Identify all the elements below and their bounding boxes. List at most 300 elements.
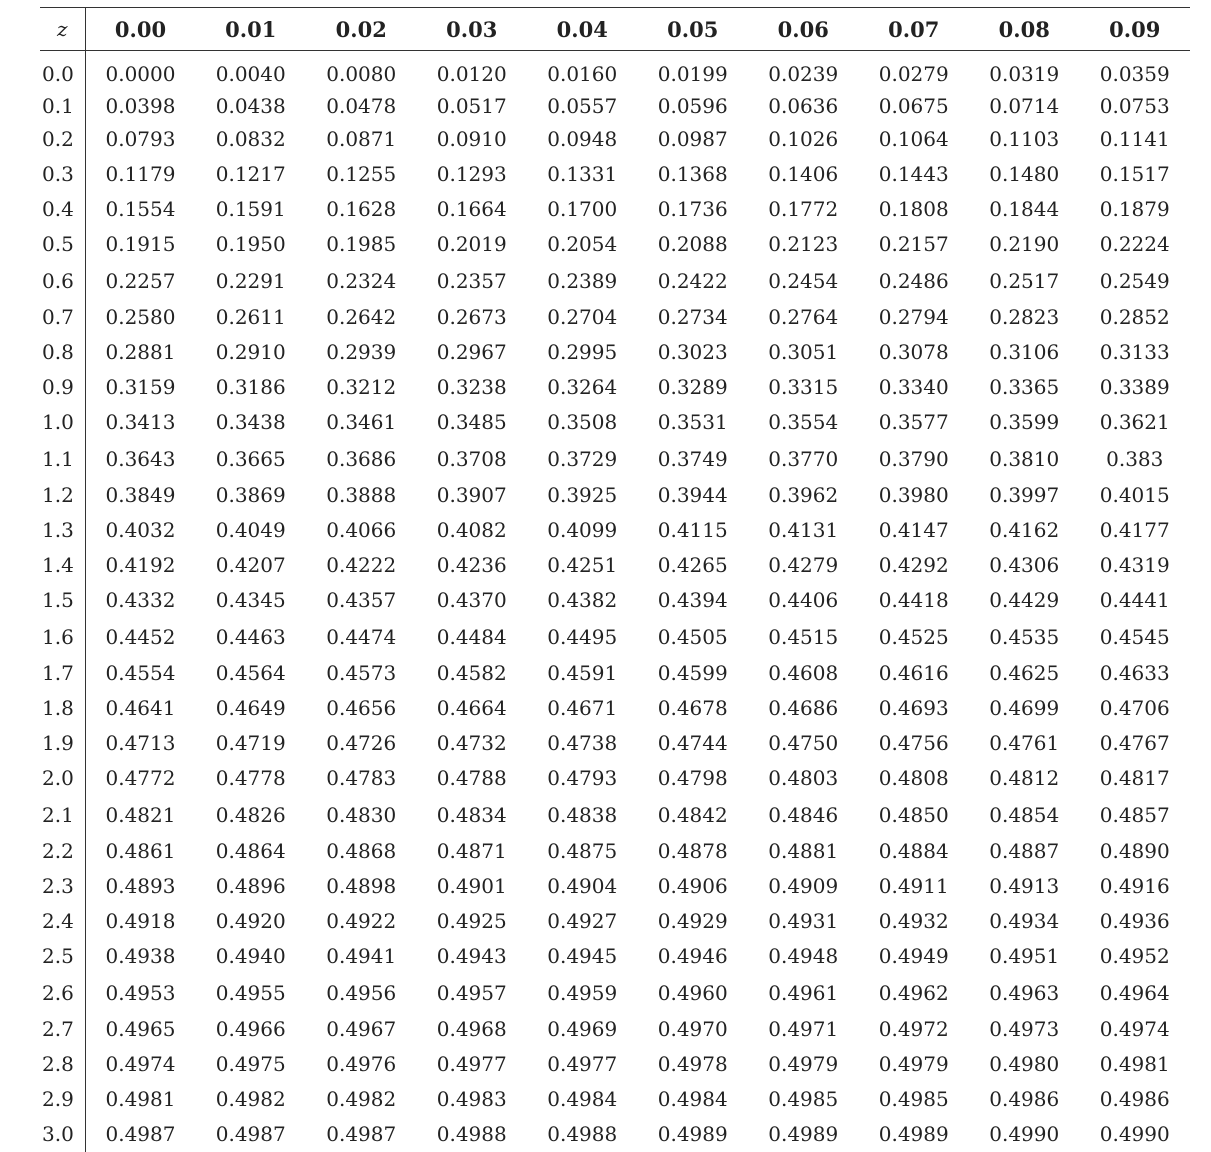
probability-cell: 0.4821 <box>105 802 176 827</box>
probability-cell: 0.2157 <box>878 232 949 256</box>
probability-cell: 0.3159 <box>105 375 176 399</box>
probability-cell: 0.0832 <box>215 127 286 151</box>
table-row <box>40 834 1190 869</box>
probability-cell: 0.4920 <box>215 909 286 933</box>
probability-cell: 0.3485 <box>436 410 507 434</box>
probability-cell: 0.4896 <box>215 874 286 898</box>
probability-cell: 0.2967 <box>436 340 507 364</box>
probability-cell: 0.4972 <box>878 1017 949 1041</box>
probability-cell: 0.0319 <box>989 61 1060 86</box>
probability-cell: 0.4279 <box>768 553 839 577</box>
probability-cell: 0.3554 <box>768 410 839 434</box>
table-row <box>40 192 1190 227</box>
probability-cell: 0.4974 <box>105 1052 176 1076</box>
probability-cell: 0.4884 <box>878 839 949 863</box>
probability-cell: 0.2642 <box>326 305 397 329</box>
probability-cell: 0.4977 <box>547 1052 618 1076</box>
probability-cell: 0.1179 <box>105 162 176 186</box>
probability-cell: 0.4345 <box>215 588 286 612</box>
column-header: 0.02 <box>306 8 417 51</box>
probability-cell: 0.3023 <box>657 340 728 364</box>
probability-cell: 0.2823 <box>989 305 1060 329</box>
probability-cell: 0.4251 <box>547 553 618 577</box>
probability-cell: 0.4927 <box>547 909 618 933</box>
probability-cell: 0.4452 <box>105 624 176 649</box>
probability-cell: 0.4778 <box>215 766 286 790</box>
z-value-cell: 0.4 <box>40 192 85 227</box>
probability-cell: 0.4830 <box>326 802 397 827</box>
z-value-cell: 2.4 <box>40 904 85 939</box>
probability-cell: 0.3869 <box>215 483 286 507</box>
z-value-cell: 0.3 <box>40 157 85 192</box>
probability-cell: 0.4984 <box>547 1087 618 1111</box>
probability-cell: 0.4115 <box>657 518 728 542</box>
probability-cell: 0.1331 <box>547 162 618 186</box>
probability-cell: 0.1554 <box>105 197 176 221</box>
probability-cell: 0.4788 <box>436 766 507 790</box>
table-header <box>40 8 1190 51</box>
probability-cell: 0.4066 <box>326 518 397 542</box>
probability-cell: 0.4573 <box>326 661 397 685</box>
probability-cell: 0.4633 <box>1099 661 1170 685</box>
probability-cell: 0.1628 <box>326 197 397 221</box>
probability-cell: 0.4761 <box>989 731 1060 755</box>
probability-cell: 0.4989 <box>657 1122 728 1146</box>
probability-cell: 0.3997 <box>989 483 1060 507</box>
probability-cell: 0.0596 <box>657 94 728 118</box>
z-value-cell: 2.5 <box>40 939 85 974</box>
probability-cell: 0.0714 <box>989 94 1060 118</box>
probability-cell: 0.4949 <box>878 944 949 968</box>
probability-cell: 0.1255 <box>326 162 397 186</box>
probability-cell: 0.3621 <box>1099 410 1170 434</box>
probability-cell: 0.4871 <box>436 839 507 863</box>
probability-cell: 0.4678 <box>657 696 728 720</box>
table-row <box>40 370 1190 405</box>
probability-cell: 0.3051 <box>768 340 839 364</box>
probability-cell: 0.4934 <box>989 909 1060 933</box>
probability-cell: 0.4916 <box>1099 874 1170 898</box>
probability-cell: 0.4959 <box>547 980 618 1005</box>
probability-cell: 0.4505 <box>657 624 728 649</box>
z-value-cell: 1.6 <box>40 618 85 656</box>
table-row <box>40 51 1190 91</box>
probability-cell: 0.4817 <box>1099 766 1170 790</box>
probability-cell: 0.4418 <box>878 588 949 612</box>
probability-cell: 0.2580 <box>105 305 176 329</box>
probability-cell: 0.4808 <box>878 766 949 790</box>
probability-cell: 0.4826 <box>215 802 286 827</box>
probability-cell: 0.4192 <box>105 553 176 577</box>
probability-cell: 0.1700 <box>547 197 618 221</box>
probability-cell: 0.1591 <box>215 197 286 221</box>
probability-cell: 0.2852 <box>1099 305 1170 329</box>
probability-cell: 0.4974 <box>1099 1017 1170 1041</box>
probability-cell: 0.3264 <box>547 375 618 399</box>
probability-cell: 0.4936 <box>1099 909 1170 933</box>
probability-cell: 0.4940 <box>215 944 286 968</box>
probability-cell: 0.4973 <box>989 1017 1060 1041</box>
probability-cell: 0.3106 <box>989 340 1060 364</box>
probability-cell: 0.4719 <box>215 731 286 755</box>
probability-cell: 0.4656 <box>326 696 397 720</box>
z-value-cell: 2.7 <box>40 1012 85 1047</box>
probability-cell: 0.4956 <box>326 980 397 1005</box>
probability-cell: 0.2291 <box>215 268 286 293</box>
probability-cell: 0.4986 <box>989 1087 1060 1111</box>
probability-cell: 0.2224 <box>1099 232 1170 256</box>
probability-cell: 0.4868 <box>326 839 397 863</box>
probability-cell: 0.4857 <box>1099 802 1170 827</box>
probability-cell: 0.4989 <box>768 1122 839 1146</box>
probability-cell: 0.4649 <box>215 696 286 720</box>
table-row <box>40 1117 1190 1152</box>
z-value-cell: 0.7 <box>40 300 85 335</box>
table-row <box>40 300 1190 335</box>
probability-cell: 0.1406 <box>768 162 839 186</box>
probability-cell: 0.4988 <box>547 1122 618 1146</box>
z-value-cell: 1.1 <box>40 440 85 478</box>
probability-cell: 0.4641 <box>105 696 176 720</box>
probability-cell: 0.3980 <box>878 483 949 507</box>
probability-cell: 0.4332 <box>105 588 176 612</box>
probability-cell: 0.4495 <box>547 624 618 649</box>
probability-cell: 0.4890 <box>1099 839 1170 863</box>
probability-cell: 0.1808 <box>878 197 949 221</box>
z-value-cell: 1.4 <box>40 548 85 583</box>
probability-cell: 0.2673 <box>436 305 507 329</box>
probability-cell: 0.4554 <box>105 661 176 685</box>
probability-cell: 0.3577 <box>878 410 949 434</box>
probability-cell: 0.1141 <box>1099 127 1170 151</box>
probability-cell: 0.4767 <box>1099 731 1170 755</box>
probability-cell: 0.2019 <box>436 232 507 256</box>
z-value-cell: 0.1 <box>40 91 85 122</box>
probability-cell: 0.2422 <box>657 268 728 293</box>
z-value-cell: 1.9 <box>40 726 85 761</box>
probability-cell: 0.4382 <box>547 588 618 612</box>
probability-cell: 0.4131 <box>768 518 839 542</box>
table-row <box>40 513 1190 548</box>
z-value-cell: 0.2 <box>40 122 85 157</box>
column-header: 0.04 <box>527 8 638 51</box>
z-value-cell: 2.2 <box>40 834 85 869</box>
probability-cell: 0.4861 <box>105 839 176 863</box>
probability-cell: 0.1480 <box>989 162 1060 186</box>
probability-cell: 0.4980 <box>989 1052 1060 1076</box>
probability-cell: 0.4429 <box>989 588 1060 612</box>
probability-cell: 0.1879 <box>1099 197 1170 221</box>
probability-cell: 0.3289 <box>657 375 728 399</box>
z-value-cell: 1.2 <box>40 478 85 513</box>
probability-cell: 0.3790 <box>878 446 949 471</box>
probability-cell: 0.4738 <box>547 731 618 755</box>
probability-cell: 0.4525 <box>878 624 949 649</box>
probability-cell: 0.4968 <box>436 1017 507 1041</box>
table-row <box>40 869 1190 904</box>
probability-cell: 0.4955 <box>215 980 286 1005</box>
probability-cell: 0.1443 <box>878 162 949 186</box>
probability-cell: 0.4952 <box>1099 944 1170 968</box>
probability-cell: 0.4962 <box>878 980 949 1005</box>
column-header: 0.08 <box>969 8 1080 51</box>
probability-cell: 0.4922 <box>326 909 397 933</box>
probability-cell: 0.4750 <box>768 731 839 755</box>
probability-cell: 0.2123 <box>768 232 839 256</box>
probability-cell: 0.3389 <box>1099 375 1170 399</box>
probability-cell: 0.3810 <box>989 446 1060 471</box>
probability-cell: 0.4988 <box>436 1122 507 1146</box>
probability-cell: 0.4686 <box>768 696 839 720</box>
column-header: 0.01 <box>196 8 307 51</box>
probability-cell: 0.0871 <box>326 127 397 151</box>
probability-cell: 0.4783 <box>326 766 397 790</box>
probability-cell: 0.4319 <box>1099 553 1170 577</box>
table-row <box>40 91 1190 122</box>
probability-cell: 0.4515 <box>768 624 839 649</box>
probability-cell: 0.4222 <box>326 553 397 577</box>
probability-cell: 0.3888 <box>326 483 397 507</box>
probability-cell: 0.4969 <box>547 1017 618 1041</box>
table-row <box>40 726 1190 761</box>
probability-cell: 0.4265 <box>657 553 728 577</box>
probability-cell: 0.4608 <box>768 661 839 685</box>
probability-cell: 0.2939 <box>326 340 397 364</box>
probability-cell: 0.0987 <box>657 127 728 151</box>
z-value-cell: 2.9 <box>40 1082 85 1117</box>
z-column-header: z <box>40 8 85 51</box>
probability-cell: 0.4932 <box>878 909 949 933</box>
probability-cell: 0.1368 <box>657 162 728 186</box>
probability-cell: 0.4989 <box>878 1122 949 1146</box>
probability-cell: 0.4394 <box>657 588 728 612</box>
probability-cell: 0.2517 <box>989 268 1060 293</box>
probability-cell: 0.4564 <box>215 661 286 685</box>
probability-cell: 0.0199 <box>657 61 728 86</box>
probability-cell: 0.4906 <box>657 874 728 898</box>
probability-cell: 0.4854 <box>989 802 1060 827</box>
probability-cell: 0.3599 <box>989 410 1060 434</box>
table-row <box>40 656 1190 691</box>
probability-cell: 0.4049 <box>215 518 286 542</box>
probability-cell: 0.4864 <box>215 839 286 863</box>
table-row <box>40 583 1190 618</box>
probability-cell: 0.4803 <box>768 766 839 790</box>
probability-cell: 0.4484 <box>436 624 507 649</box>
probability-cell: 0.0478 <box>326 94 397 118</box>
probability-cell: 0.1103 <box>989 127 1060 151</box>
z-table <box>40 7 1190 1152</box>
probability-cell: 0.0120 <box>436 61 507 86</box>
probability-cell: 0.4976 <box>326 1052 397 1076</box>
probability-cell: 0.4706 <box>1099 696 1170 720</box>
probability-cell: 0.3186 <box>215 375 286 399</box>
probability-cell: 0.4474 <box>326 624 397 649</box>
probability-cell: 0.4893 <box>105 874 176 898</box>
z-value-cell: 0.5 <box>40 227 85 262</box>
probability-cell: 0.4671 <box>547 696 618 720</box>
table-body <box>40 51 1190 1152</box>
probability-cell: 0.4878 <box>657 839 728 863</box>
probability-cell: 0.3531 <box>657 410 728 434</box>
probability-cell: 0.2486 <box>878 268 949 293</box>
probability-cell: 0.2764 <box>768 305 839 329</box>
probability-cell: 0.4925 <box>436 909 507 933</box>
probability-cell: 0.2389 <box>547 268 618 293</box>
column-header: 0.00 <box>85 8 196 51</box>
probability-cell: 0.2611 <box>215 305 286 329</box>
table-row <box>40 1012 1190 1047</box>
probability-cell: 0.4793 <box>547 766 618 790</box>
table-row <box>40 548 1190 583</box>
probability-cell: 0.2881 <box>105 340 176 364</box>
probability-cell: 0.4983 <box>436 1087 507 1111</box>
probability-cell: 0.4664 <box>436 696 507 720</box>
probability-cell: 0.1985 <box>326 232 397 256</box>
probability-cell: 0.0636 <box>768 94 839 118</box>
probability-cell: 0.4756 <box>878 731 949 755</box>
probability-cell: 0.3508 <box>547 410 618 434</box>
probability-cell: 0.3365 <box>989 375 1060 399</box>
z-value-cell: 3.0 <box>40 1117 85 1152</box>
probability-cell: 0.3749 <box>657 446 728 471</box>
probability-cell: 0.4772 <box>105 766 176 790</box>
probability-cell: 0.4616 <box>878 661 949 685</box>
probability-cell: 0.2995 <box>547 340 618 364</box>
probability-cell: 0.4875 <box>547 839 618 863</box>
probability-cell: 0.4082 <box>436 518 507 542</box>
z-value-cell: 0.6 <box>40 262 85 300</box>
probability-cell: 0.4904 <box>547 874 618 898</box>
probability-cell: 0.3925 <box>547 483 618 507</box>
probability-cell: 0.4986 <box>1099 1087 1170 1111</box>
probability-cell: 0.4975 <box>215 1052 286 1076</box>
probability-cell: 0.4981 <box>105 1087 176 1111</box>
probability-cell: 0.4990 <box>1099 1122 1170 1146</box>
table-row <box>40 262 1190 300</box>
probability-cell: 0.4953 <box>105 980 176 1005</box>
probability-cell: 0.1064 <box>878 127 949 151</box>
probability-cell: 0.4965 <box>105 1017 176 1041</box>
probability-cell: 0.4032 <box>105 518 176 542</box>
probability-cell: 0.4015 <box>1099 483 1170 507</box>
z-value-cell: 2.1 <box>40 796 85 834</box>
probability-cell: 0.4987 <box>215 1122 286 1146</box>
column-header: 0.06 <box>748 8 859 51</box>
probability-cell: 0.0438 <box>215 94 286 118</box>
probability-cell: 0.4599 <box>657 661 728 685</box>
probability-cell: 0.3238 <box>436 375 507 399</box>
column-header: 0.07 <box>859 8 970 51</box>
probability-cell: 0.4909 <box>768 874 839 898</box>
probability-cell: 0.0948 <box>547 127 618 151</box>
probability-cell: 0.4177 <box>1099 518 1170 542</box>
probability-cell: 0.0279 <box>878 61 949 86</box>
probability-cell: 0.4985 <box>878 1087 949 1111</box>
probability-cell: 0.4699 <box>989 696 1060 720</box>
probability-cell: 0.3212 <box>326 375 397 399</box>
probability-cell: 0.4967 <box>326 1017 397 1041</box>
probability-cell: 0.1772 <box>768 197 839 221</box>
probability-cell: 0.0910 <box>436 127 507 151</box>
probability-cell: 0.0675 <box>878 94 949 118</box>
probability-cell: 0.4887 <box>989 839 1060 863</box>
probability-cell: 0.4941 <box>326 944 397 968</box>
header-row <box>40 8 1190 51</box>
probability-cell: 0.4625 <box>989 661 1060 685</box>
z-value-cell: 1.8 <box>40 691 85 726</box>
probability-cell: 0.3340 <box>878 375 949 399</box>
probability-cell: 0.4964 <box>1099 980 1170 1005</box>
probability-cell: 0.0557 <box>547 94 618 118</box>
probability-cell: 0.4945 <box>547 944 618 968</box>
probability-cell: 0.4960 <box>657 980 728 1005</box>
table-row <box>40 618 1190 656</box>
probability-cell: 0.3708 <box>436 446 507 471</box>
probability-cell: 0.3643 <box>105 446 176 471</box>
probability-cell: 0.1026 <box>768 127 839 151</box>
z-value-cell: 1.0 <box>40 405 85 440</box>
probability-cell: 0.1217 <box>215 162 286 186</box>
table-row <box>40 440 1190 478</box>
probability-cell: 0.3849 <box>105 483 176 507</box>
probability-cell: 0.0000 <box>105 61 176 86</box>
probability-cell: 0.4987 <box>326 1122 397 1146</box>
probability-cell: 0.1950 <box>215 232 286 256</box>
probability-cell: 0.3944 <box>657 483 728 507</box>
table-row <box>40 157 1190 192</box>
probability-cell: 0.4292 <box>878 553 949 577</box>
probability-cell: 0.4966 <box>215 1017 286 1041</box>
probability-cell: 0.1844 <box>989 197 1060 221</box>
probability-cell: 0.4979 <box>878 1052 949 1076</box>
table-row <box>40 335 1190 370</box>
probability-cell: 0.4982 <box>215 1087 286 1111</box>
probability-cell: 0.4147 <box>878 518 949 542</box>
probability-cell: 0.4898 <box>326 874 397 898</box>
probability-cell: 0.4463 <box>215 624 286 649</box>
probability-cell: 0.0080 <box>326 61 397 86</box>
probability-cell: 0.4306 <box>989 553 1060 577</box>
probability-cell: 0.4726 <box>326 731 397 755</box>
probability-cell: 0.4162 <box>989 518 1060 542</box>
probability-cell: 0.4970 <box>657 1017 728 1041</box>
probability-cell: 0.2324 <box>326 268 397 293</box>
z-value-cell: 2.8 <box>40 1047 85 1082</box>
probability-cell: 0.3461 <box>326 410 397 434</box>
probability-cell: 0.4744 <box>657 731 728 755</box>
probability-cell: 0.4812 <box>989 766 1060 790</box>
probability-cell: 0.4901 <box>436 874 507 898</box>
probability-cell: 0.4207 <box>215 553 286 577</box>
probability-cell: 0.4918 <box>105 909 176 933</box>
column-header: 0.05 <box>638 8 749 51</box>
probability-cell: 0.4977 <box>436 1052 507 1076</box>
probability-cell: 0.4961 <box>768 980 839 1005</box>
probability-cell: 0.2454 <box>768 268 839 293</box>
probability-cell: 0.4798 <box>657 766 728 790</box>
probability-cell: 0.4946 <box>657 944 728 968</box>
probability-cell: 0.3770 <box>768 446 839 471</box>
probability-cell: 0.3962 <box>768 483 839 507</box>
probability-cell: 0.3438 <box>215 410 286 434</box>
z-value-cell: 1.5 <box>40 583 85 618</box>
probability-cell: 0.4978 <box>657 1052 728 1076</box>
z-value-cell: 1.3 <box>40 513 85 548</box>
probability-cell: 0.4913 <box>989 874 1060 898</box>
probability-cell: 0.2704 <box>547 305 618 329</box>
probability-cell: 0.4582 <box>436 661 507 685</box>
